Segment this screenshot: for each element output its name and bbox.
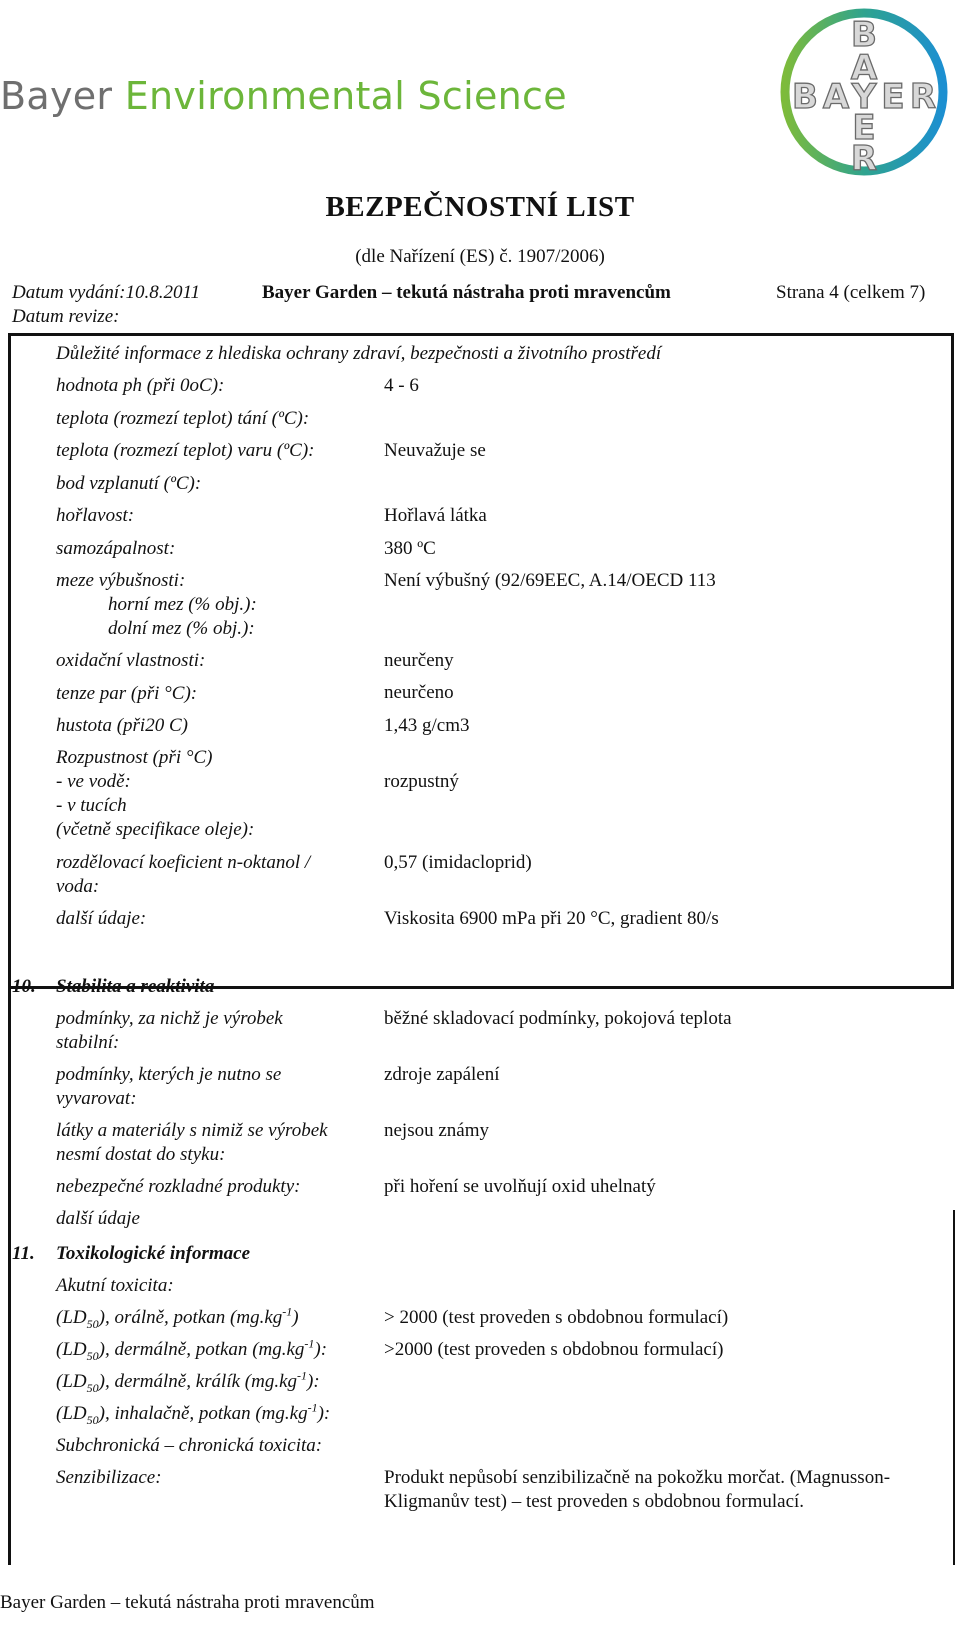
ld-exponent: -1 xyxy=(307,1400,318,1415)
revision-date: Datum revize: xyxy=(12,306,120,327)
property-value: zdroje zapálení xyxy=(384,1064,500,1085)
property-label: látky a materiály s nimiž se výrobek xyxy=(56,1120,328,1141)
property-label: hořlavost: xyxy=(56,505,135,526)
ld-prefix: (LD xyxy=(56,1339,87,1360)
property-value: běžné skladovací podmínky, pokojová teplota xyxy=(384,1008,732,1029)
svg-text:R: R xyxy=(850,139,878,179)
property-sublabel: horní mez (% obj.): xyxy=(108,594,257,615)
subchronic-toxicity-label: Subchronická – chronická toxicita: xyxy=(56,1435,323,1456)
ld-unit: (mg.kg xyxy=(244,1371,298,1392)
ld-exponent: -1 xyxy=(282,1304,293,1319)
property-value: 1,43 g/cm3 xyxy=(384,715,470,736)
property-value: > 2000 (test proveden s obdobnou formulací) xyxy=(384,1307,729,1328)
ld-route: ), inhalačně, potkan xyxy=(98,1403,256,1424)
property-label: nesmí dostat do styku: xyxy=(56,1144,226,1165)
ld-route: ), orálně, potkan xyxy=(98,1307,231,1328)
property-value: 380 ºC xyxy=(384,538,436,559)
property-label: vyvarovat: xyxy=(56,1088,137,1109)
property-value: nejsou známy xyxy=(384,1120,490,1141)
ld-prefix: (LD xyxy=(56,1371,87,1392)
footer-product-name: Bayer Garden – tekutá nástraha proti mravencům xyxy=(0,1592,375,1613)
ld50-label xyxy=(56,1402,330,1426)
svg-text:E: E xyxy=(852,108,876,148)
property-sublabel: (včetně specifikace oleje): xyxy=(56,819,255,840)
property-label: teplota (rozmezí teplot) varu (ºC): xyxy=(56,440,315,461)
property-label: hustota (při20 C) xyxy=(56,715,188,736)
property-label: tenze par (při °C): xyxy=(56,683,198,704)
frame-right-rule-lower xyxy=(953,1210,955,1565)
property-value: 0,57 (imidacloprid) xyxy=(384,852,532,873)
ld-tail: ): xyxy=(307,1371,320,1392)
svg-text:B: B xyxy=(792,77,818,117)
property-sublabel: - ve vodě: xyxy=(56,771,131,792)
ld50-label xyxy=(56,1338,327,1362)
property-label: další údaje xyxy=(56,1208,140,1229)
ld-subscript: 50 xyxy=(86,1412,99,1427)
ld-prefix: (LD xyxy=(56,1307,87,1328)
property-label: samozápalnost: xyxy=(56,538,176,559)
property-label: oxidační vlastnosti: xyxy=(56,650,206,671)
ld-tail: ): xyxy=(317,1403,331,1424)
svg-text:B: B xyxy=(851,15,877,55)
brand-name xyxy=(0,74,567,118)
sensitization-label: Senzibilizace: xyxy=(56,1467,162,1488)
property-value: neurčeny xyxy=(384,650,454,671)
svg-text:E: E xyxy=(881,77,905,117)
frame-left-rule xyxy=(8,333,11,1565)
header-product-name: Bayer Garden – tekutá nástraha proti mravencům xyxy=(262,282,671,303)
page-indicator: Strana 4 (celkem 7) xyxy=(776,282,926,303)
ld-tail: ): xyxy=(314,1339,328,1360)
property-label: bod vzplanutí (ºC): xyxy=(56,473,202,494)
property-value: Hořlavá látka xyxy=(384,505,487,526)
section9-intro: Důležité informace z hlediska ochrany zdraví, bezpečnosti a životního prostředí xyxy=(56,343,662,364)
brand-bayer: Bayer xyxy=(0,74,125,118)
issue-date: Datum vydání:10.8.2011 xyxy=(12,282,201,303)
ld-subscript: 50 xyxy=(86,1316,99,1331)
property-sublabel: - v tucích xyxy=(56,795,127,816)
property-value: Neuvažuje se xyxy=(384,440,486,461)
property-sublabel: dolní mez (% obj.): xyxy=(108,618,255,639)
property-value: při hoření se uvolňují oxid uhelnatý xyxy=(384,1176,656,1197)
brand-environmental-science: Environmental Science xyxy=(124,74,567,118)
ld-subscript: 50 xyxy=(86,1380,99,1395)
property-value: rozpustný xyxy=(384,771,459,792)
ld-unit: (mg.kg xyxy=(230,1307,283,1328)
property-label: teplota (rozmezí teplot) tání (ºC): xyxy=(56,408,310,429)
svg-text:A: A xyxy=(822,77,850,117)
ld-exponent: -1 xyxy=(297,1368,308,1383)
property-value: Viskosita 6900 mPa při 20 °C, gradient 80/s xyxy=(384,908,719,929)
property-value: >2000 (test proveden s obdobnou formulací) xyxy=(384,1339,724,1360)
property-label: rozdělovací koeficient n-oktanol / xyxy=(56,852,311,873)
property-label: podmínky, kterých je nutno se xyxy=(56,1064,282,1085)
property-label: nebezpečné rozkladné produkty: xyxy=(56,1176,301,1197)
section10-number: 10. xyxy=(12,976,36,997)
property-label: další údaje: xyxy=(56,908,147,929)
sensitization-value-cont: Kligmanův test) – test proveden s obdobnou formulací. xyxy=(384,1491,805,1512)
property-label: stabilní: xyxy=(56,1032,120,1053)
document-subtitle: (dle Nařízení (ES) č. 1907/2006) xyxy=(355,246,605,267)
svg-text:A: A xyxy=(850,48,878,88)
ld-prefix: (LD xyxy=(56,1403,87,1424)
sensitization-value: Produkt nepůsobí senzibilizačně na pokožku morčat. (Magnusson- xyxy=(384,1467,891,1488)
section10-title: Stabilita a reaktivita xyxy=(56,976,215,997)
ld50-label xyxy=(56,1370,320,1394)
ld-route: ), dermálně, králík xyxy=(98,1371,245,1392)
frame-right-rule xyxy=(951,333,954,989)
ld-exponent: -1 xyxy=(304,1336,315,1351)
svg-text:Y: Y xyxy=(851,77,877,117)
section11-title: Toxikologické informace xyxy=(56,1243,251,1264)
ld-tail: ) xyxy=(292,1307,299,1328)
bayer-cross-logo xyxy=(778,4,954,180)
svg-text:R: R xyxy=(909,77,937,117)
property-label: voda: xyxy=(56,876,100,897)
property-value: neurčeno xyxy=(384,682,454,703)
property-label: meze výbušnosti: xyxy=(56,570,186,591)
property-label: Rozpustnost (při °C) xyxy=(56,747,213,768)
ld-unit: (mg.kg xyxy=(255,1403,308,1424)
section11-number: 11. xyxy=(12,1243,35,1264)
document-title: BEZPEČNOSTNÍ LIST xyxy=(325,191,635,223)
property-value: 4 - 6 xyxy=(384,375,419,396)
ld-unit: (mg.kg xyxy=(252,1339,305,1360)
property-value: Není výbušný (92/69EEC, A.14/OECD 113 xyxy=(384,570,716,591)
ld-route: ), dermálně, potkan xyxy=(98,1339,253,1360)
acute-toxicity-label: Akutní toxicita: xyxy=(56,1275,174,1296)
frame-top-rule xyxy=(8,333,954,336)
property-label: hodnota ph (při 0oC): xyxy=(56,375,225,396)
property-label: podmínky, za nichž je výrobek xyxy=(56,1008,283,1029)
ld-subscript: 50 xyxy=(86,1348,99,1363)
ld50-label xyxy=(56,1306,299,1330)
